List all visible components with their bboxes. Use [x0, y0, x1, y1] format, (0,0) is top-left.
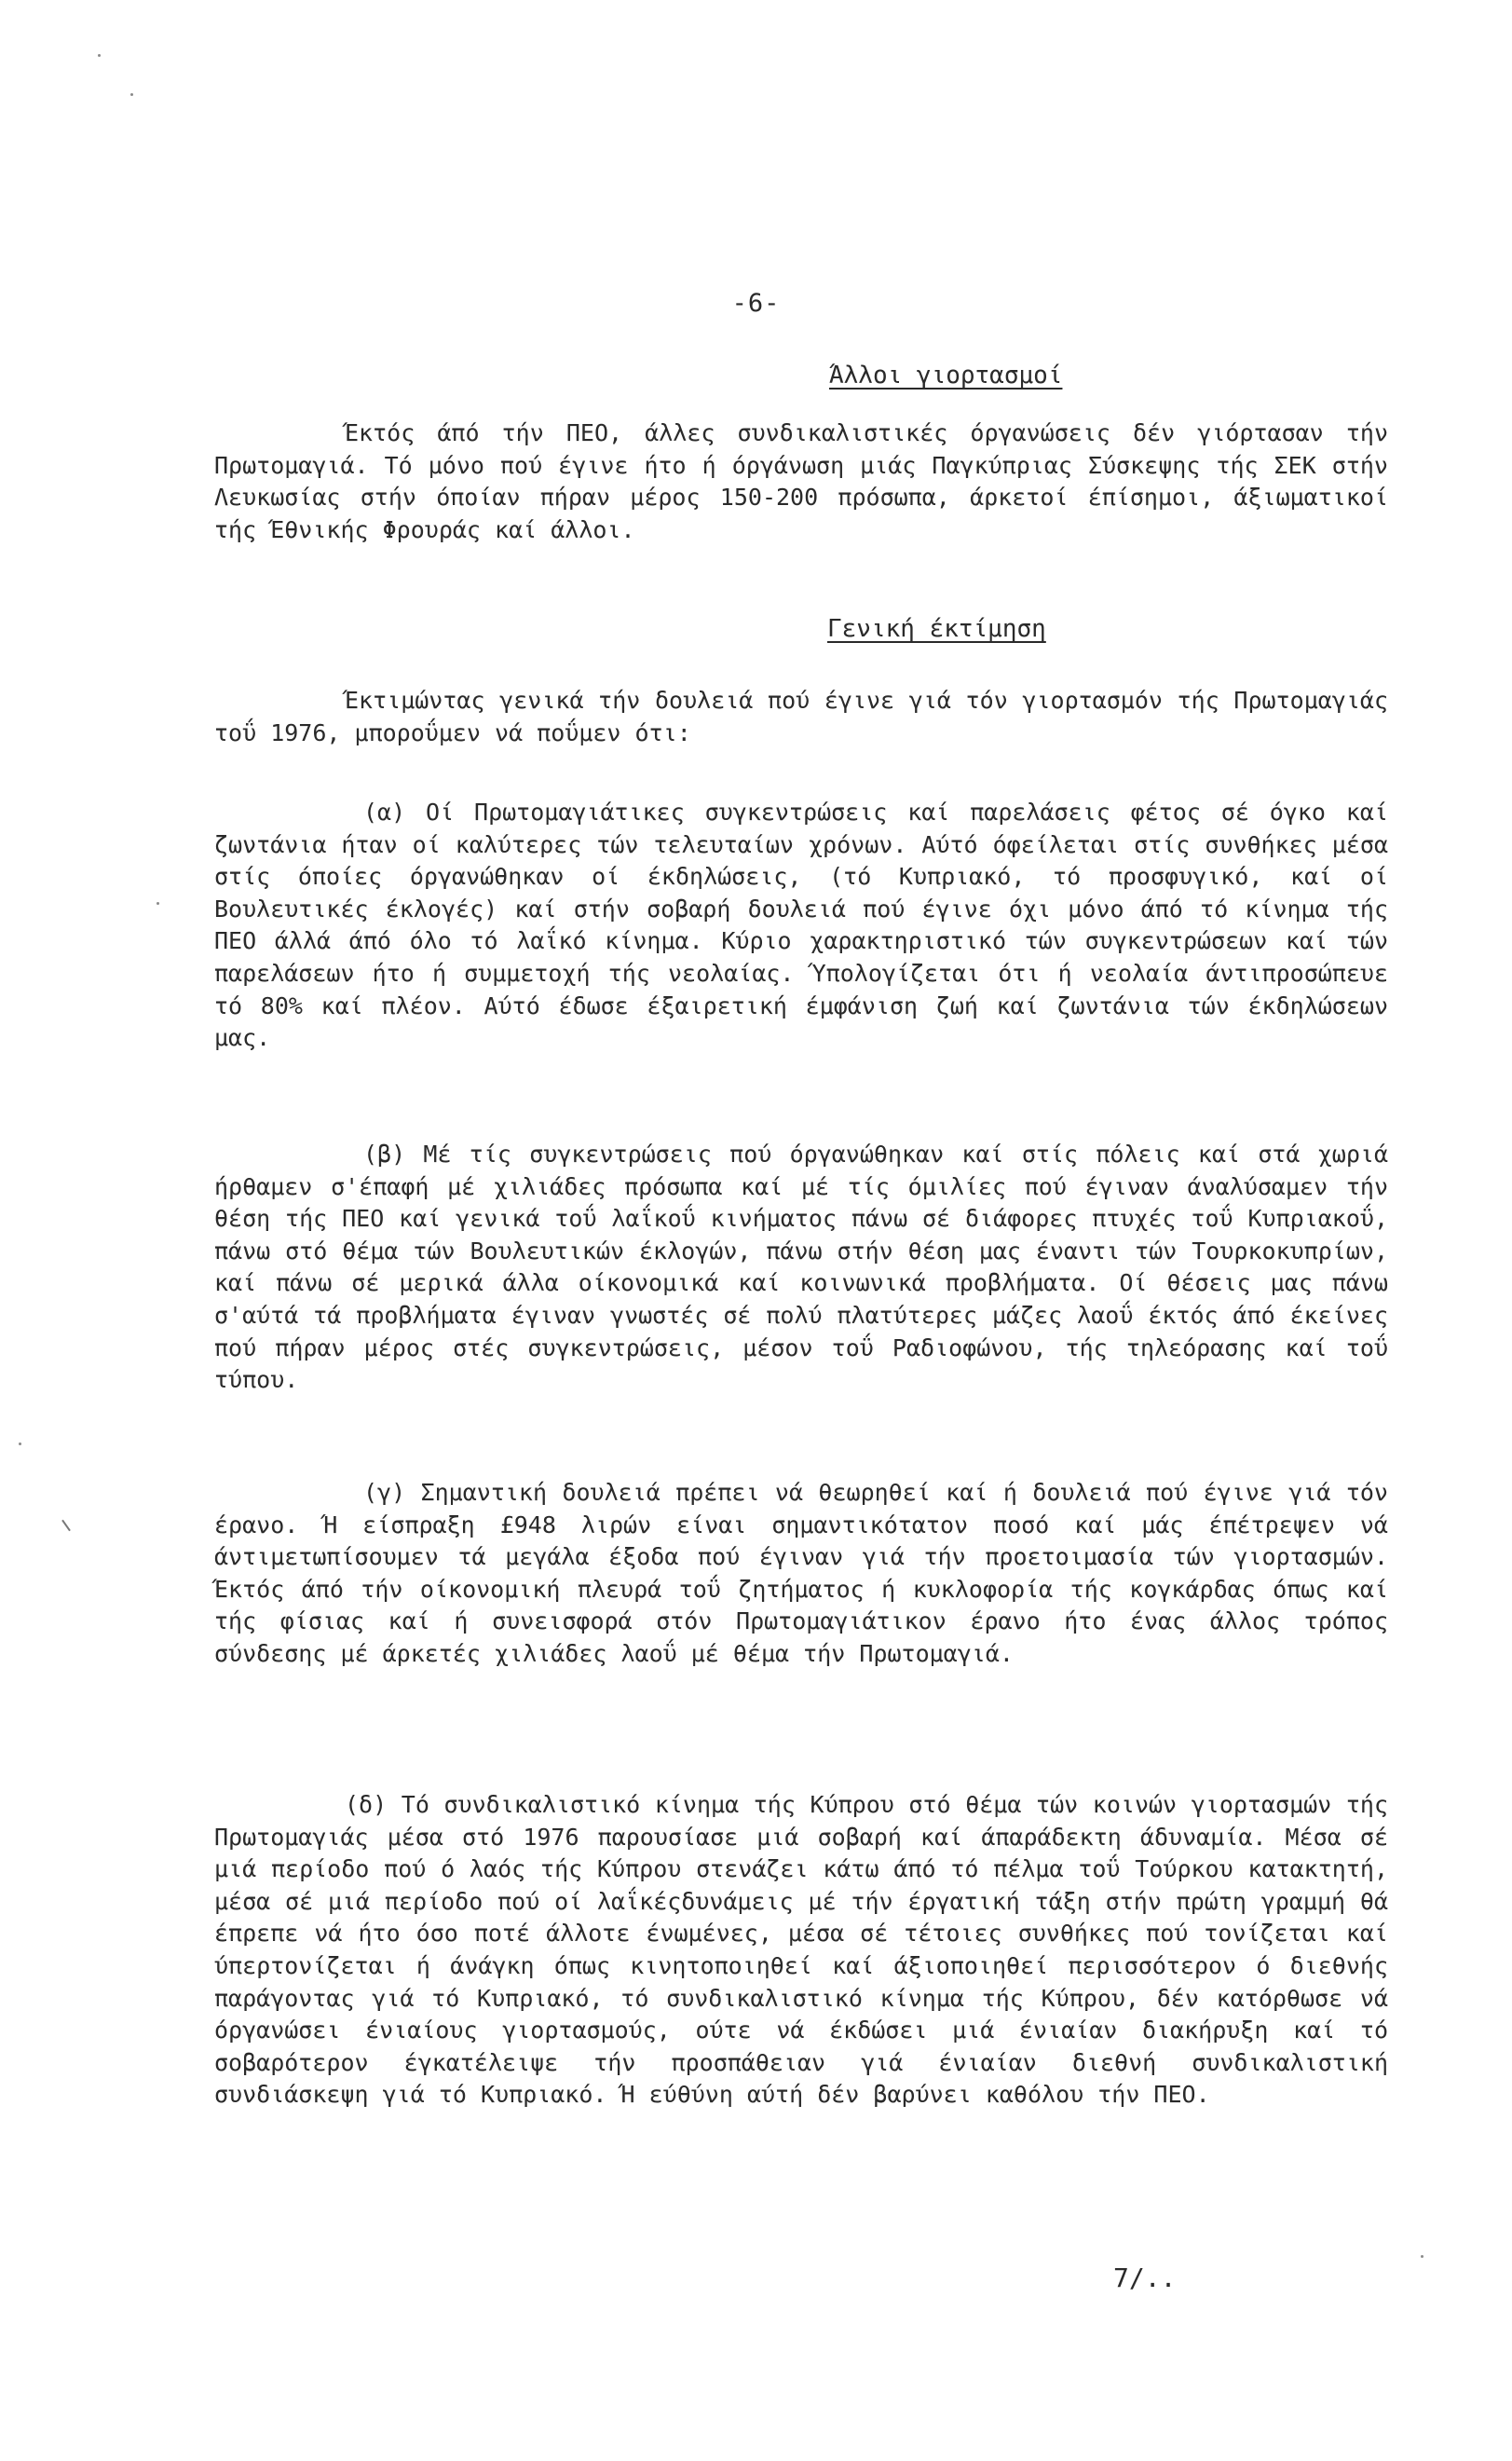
paragraph-assessment-intro: Έκτιμώντας γενικά τήν δουλειά πού έγινε γιά τόν γιορτασμόν τής Πρωτομαγιάς τοΰ 1976, μποροΰμεν νά ποΰμεν ότι:	[214, 687, 1388, 746]
scan-speck	[98, 54, 101, 57]
scan-speck	[19, 1442, 21, 1445]
scan-mark	[61, 1520, 71, 1532]
scan-speck	[1421, 2255, 1423, 2258]
page-number: -6-	[731, 289, 781, 318]
section-heading-other-celebrations: Άλλοι γιορτασμοί	[829, 362, 1063, 390]
paragraph-point-b: (β) Μέ τίς συγκεντρώσεις πού όργανώθηκαν καί στίς πόλεις καί στά χωριά ήρθαμεν σ'έπαφή μέ χιλιάδες πρόσωπα καί μέ τίς όμιλίες πού έγιναν άναλύσαμεν τήν θέση τής ΠΕΟ καί γενικά τοΰ λαΐκοΰ κινήματος πάνω σέ διάφορες πτυχές τοΰ Κυπριακοΰ, πάνω στό θέμα τών Βουλευτικών έκλογών, πάνω στήν θέση μας έναντι τών Τουρκοκυπρίων, καί πάνω σέ μερικά άλλα οίκονομικά καί κοινωνικά προβλήματα. Οί θέσεις μας πάνω σ'αύτά τά προβλήματα έγιναν γνωστές σέ πολύ πλατύτερες μάζες λαοΰ έκτός άπό έκείνες πού πήραν μέρος στές συγκεντρώσεις, μέσον τοΰ Ραδιοφώνου, τής τηλεόρασης καί τοΰ τύπου.	[214, 1141, 1388, 1394]
continuation-marker: 7/..	[1113, 2263, 1177, 2293]
section-heading-general-assessment: Γενική έκτίμηση	[827, 615, 1046, 643]
paragraph-other-celebrations: Έκτός άπό τήν ΠΕΟ, άλλες συνδικαλιστικές όργανώσεις δέν γιόρτασαν τήν Πρωτομαγιά. Τό μόνο πού έγινε ήτο ή όργάνωση μιάς Παγκύπριας Σύσκεψης τής ΣΕΚ στήν Λευκωσίας στήν όποίαν πήραν μέρος 150-200 πρόσωπα, άρκετοί έπίσημοι, άξιωματικοί τής Έθνικής Φρουράς καί άλλοι.	[214, 419, 1388, 543]
paragraph-point-d: (δ) Τό συνδικαλιστικό κίνημα τής Κύπρου στό θέμα τών κοινών γιορτασμών τής Πρωτομαγιάς μέσα στό 1976 παρουσίασε μιά σοβαρή καί άπαράδεκτη άδυναμία. Μέσα σέ μιά περίοδο πού ό λαός τής Κύπρου στενάζει κάτω άπό τό πέλμα τοΰ Τούρκου κατακτητή, μέσα σέ μιά περίοδο πού οί λαΐκέςδυνάμεις μέ τήν έργατική τάξη στήν πρώτη γραμμή θά έπρεπε νά ήτο όσο ποτέ άλλοτε ένωμένες, μέσα σέ τέτοιες συνθήκες πού τονίζεται καί ύπερτονίζεται ή άνάγκη όπως κινητοποιηθεί καί άξιοποιηθεί περισσότερον ό διεθνής παράγοντας γιά τό Κυπριακό, τό συνδικαλιστικό κίνημα τής Κύπρου, δέν κατόρθωσε νά όργανώσει ένιαίους γιορτασμούς, ούτε νά έκδώσει μιά ένιαίαν διακήρυξη καί τό σοβαρότερον έγκατέλειψε τήν προσπάθειαν γιά ένιαίαν διεθνή συνδικαλιστική συνδιάσκεψη γιά τό Κυπριακό. Ή εύθύνη αύτή δέν βαρύνει καθόλου τήν ΠΕΟ.	[214, 1791, 1388, 2109]
scan-speck	[130, 93, 133, 96]
paragraph-point-c: (γ) Σημαντική δουλειά πρέπει νά θεωρηθεί καί ή δουλειά πού έγινε γιά τόν έρανο. Ή είσπραξη £948 λιρών είναι σημαντικότατον ποσό καί μάς έπέτρεψεν νά άντιμετωπίσουμεν τά μεγάλα έξοδα πού έγιναν γιά τήν προετοιμασία τών γιορτασμών. Έκτός άπό τήν οίκονομική πλευρά τοΰ ζητήματος ή κυκλοφορία τής κογκάρδας όπως καί τής φίσιας καί ή συνεισφορά στόν Πρωτομαγιάτικον έρανο ήτο ένας άλλος τρόπος σύνδεσης μέ άρκετές χιλιάδες λαοΰ μέ θέμα τήν Πρωτομαγιά.	[214, 1479, 1388, 1667]
scan-speck	[157, 902, 159, 905]
paragraph-point-a: (α) Οί Πρωτομαγιάτικες συγκεντρώσεις καί παρελάσεις φέτος σέ όγκο καί ζωντάνια ήταν οί καλύτερες τών τελευταίων χρόνων. Αύτό όφείλεται στίς συνθήκες μέσα στίς όποίες όργανώθηκαν οί έκδηλώσεις, (τό Κυπριακό, τό προσφυγικό, καί οί Βουλευτικές έκλογές) καί στήν σοβαρή δουλειά πού έγινε όχι μόνο άπό τό κίνημα τής ΠΕΟ άλλά άπό όλο τό λαΐκό κίνημα. Κύριο χαρακτηριστικό τών συγκεντρώσεων καί τών παρελάσεων ήτο ή συμμετοχή τής νεολαίας. Ύπολογίζεται ότι ή νεολαία άντιπροσώπευε τό 80% καί πλέον. Αύτό έδωσε έξαιρετική έμφάνιση ζωή καί ζωντάνια τών έκδηλώσεων μας.	[214, 799, 1388, 1052]
